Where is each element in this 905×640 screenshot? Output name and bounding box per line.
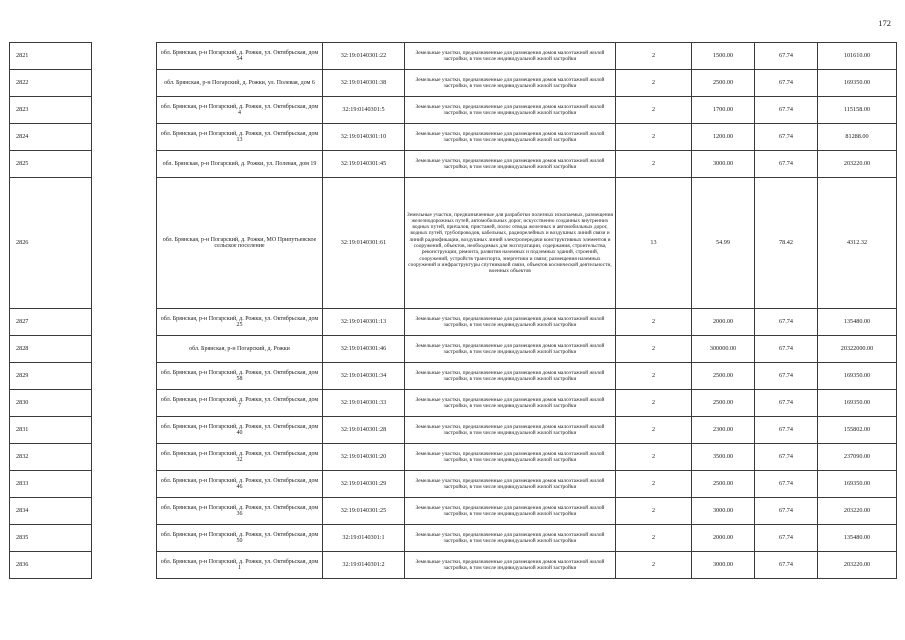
table-row <box>10 178 897 309</box>
value-cell: 203220.00 <box>818 151 897 178</box>
row-number: 2832 <box>10 444 92 471</box>
table-row <box>10 309 897 336</box>
cadastral-number-cell: 32:19:0140301:34 <box>323 363 405 390</box>
row-number: 2827 <box>10 309 92 336</box>
area-cell: 2000.00 <box>692 309 755 336</box>
address-cell: обл. Брянская, р-н Погарский, д. Рожки, ул. Октябрьская, дом 1 <box>157 552 323 579</box>
area-cell: 3500.00 <box>692 444 755 471</box>
area-cell: 54.99 <box>692 178 755 309</box>
address-cell: обл. Брянская, р-н Погарский, д. Рожки, ул. Октябрьская, дом 58 <box>157 363 323 390</box>
land-use-cell: Земельные участки, предназначенные для размещения домов малоэтажной жилой застройки, в том числе индивидуальной жилой застройки <box>405 70 616 97</box>
empty-cell <box>92 417 157 444</box>
cadastral-number-cell: 32:19:0140301:45 <box>323 151 405 178</box>
row-number: 2836 <box>10 552 92 579</box>
area-cell: 3000.00 <box>692 552 755 579</box>
rate-cell: 67.74 <box>755 97 818 124</box>
empty-cell <box>92 151 157 178</box>
value-cell: 135480.00 <box>818 525 897 552</box>
value-cell: 237090.00 <box>818 444 897 471</box>
row-number: 2829 <box>10 363 92 390</box>
cadastral-number-cell: 32:19:0140301:38 <box>323 70 405 97</box>
area-cell: 2500.00 <box>692 363 755 390</box>
empty-cell <box>92 363 157 390</box>
row-number: 2824 <box>10 124 92 151</box>
category-cell: 2 <box>616 97 692 124</box>
table-row <box>10 552 897 579</box>
land-use-cell: Земельные участки, предназначенные для размещения домов малоэтажной жилой застройки, в том числе индивидуальной жилой застройки <box>405 390 616 417</box>
land-use-cell: Земельные участки, предназначенные для размещения домов малоэтажной жилой застройки, в том числе индивидуальной жилой застройки <box>405 124 616 151</box>
value-cell: 4312.32 <box>818 178 897 309</box>
page-number: 172 <box>878 18 891 28</box>
area-cell: 300000.00 <box>692 336 755 363</box>
rate-cell: 67.74 <box>755 363 818 390</box>
row-number: 2834 <box>10 498 92 525</box>
category-cell: 2 <box>616 525 692 552</box>
land-use-cell: Земельные участки, предназначенные для размещения домов малоэтажной жилой застройки, в том числе индивидуальной жилой застройки <box>405 471 616 498</box>
area-cell: 1500.00 <box>692 43 755 70</box>
row-number: 2830 <box>10 390 92 417</box>
row-number: 2826 <box>10 178 92 309</box>
empty-cell <box>92 552 157 579</box>
cadastral-number-cell: 32:19:0140301:22 <box>323 43 405 70</box>
row-number: 2835 <box>10 525 92 552</box>
address-cell: обл. Брянская, р-н Погарский, д. Рожки, ул. Октябрьская, дом 13 <box>157 124 323 151</box>
cadastral-number-cell: 32:19:0140301:29 <box>323 471 405 498</box>
land-use-cell: Земельные участки, предназначенные для разработки полезных ископаемых, размещения железнодорожных путей, автомобильных дорог, искусственно созданных внутренних водных путей, причалов, пристаней, полос отвода железных и автомобильных дорог, водных путей, трубопроводов, кабельных, радиорелейных и воздушных линий связи и линий радиофикации, воздушных линий электропередачи конструктивных элементов и сооружений, объектов, необходимых для эксплуатации, содержания, строительства, реконструкции, ремонта, развития наземных и подземных зданий, строений, сооружений, устройств транспорта, энергетики и связи; размещения наземных сооружений и инфраструктуры спутниковой связи, объектов космической деятельности, военных объектов <box>405 178 616 309</box>
land-use-cell: Земельные участки, предназначенные для размещения домов малоэтажной жилой застройки, в том числе индивидуальной жилой застройки <box>405 336 616 363</box>
rate-cell: 67.74 <box>755 444 818 471</box>
table-row <box>10 525 897 552</box>
cadastral-number-cell: 32:19:0140301:2 <box>323 552 405 579</box>
category-cell: 13 <box>616 178 692 309</box>
cadastral-number-cell: 32:19:0140301:61 <box>323 178 405 309</box>
address-cell: обл. Брянская, р-н Погарский, д. Рожки <box>157 336 323 363</box>
rate-cell: 78.42 <box>755 178 818 309</box>
value-cell: 115158.00 <box>818 97 897 124</box>
table-row <box>10 43 897 70</box>
category-cell: 2 <box>616 363 692 390</box>
area-cell: 2500.00 <box>692 70 755 97</box>
rate-cell: 67.74 <box>755 498 818 525</box>
category-cell: 2 <box>616 336 692 363</box>
category-cell: 2 <box>616 444 692 471</box>
address-cell: обл. Брянская, р-н Погарский, д. Рожки, ул. Октябрьская, дом 25 <box>157 309 323 336</box>
category-cell: 2 <box>616 417 692 444</box>
table-row <box>10 390 897 417</box>
table-row <box>10 417 897 444</box>
category-cell: 2 <box>616 309 692 336</box>
cadastral-number-cell: 32:19:0140301:10 <box>323 124 405 151</box>
category-cell: 2 <box>616 552 692 579</box>
row-number: 2825 <box>10 151 92 178</box>
value-cell: 169350.00 <box>818 390 897 417</box>
table-row <box>10 471 897 498</box>
row-number: 2821 <box>10 43 92 70</box>
rate-cell: 67.74 <box>755 43 818 70</box>
empty-cell <box>92 178 157 309</box>
table-row <box>10 363 897 390</box>
area-cell: 2500.00 <box>692 471 755 498</box>
land-use-cell: Земельные участки, предназначенные для размещения домов малоэтажной жилой застройки, в том числе индивидуальной жилой застройки <box>405 97 616 124</box>
value-cell: 101610.00 <box>818 43 897 70</box>
table-row <box>10 151 897 178</box>
area-cell: 3000.00 <box>692 151 755 178</box>
land-use-cell: Земельные участки, предназначенные для размещения домов малоэтажной жилой застройки, в том числе индивидуальной жилой застройки <box>405 444 616 471</box>
empty-cell <box>92 97 157 124</box>
rate-cell: 67.74 <box>755 471 818 498</box>
address-cell: обл. Брянская, р-н Погарский, д. Рожки, ул. Октябрьская, дом 40 <box>157 417 323 444</box>
address-cell: обл. Брянская, р-н Погарский, д. Рожки, ул. Октябрьская, дом 7 <box>157 390 323 417</box>
address-cell: обл. Брянская, р-н Погарский, д. Рожки, ул. Октябрьская, дом 36 <box>157 498 323 525</box>
empty-cell <box>92 309 157 336</box>
category-cell: 2 <box>616 124 692 151</box>
cadastral-number-cell: 32:19:0140301:13 <box>323 309 405 336</box>
value-cell: 155802.00 <box>818 417 897 444</box>
land-use-cell: Земельные участки, предназначенные для размещения домов малоэтажной жилой застройки, в том числе индивидуальной жилой застройки <box>405 417 616 444</box>
rate-cell: 67.74 <box>755 336 818 363</box>
value-cell: 169350.00 <box>818 363 897 390</box>
land-use-cell: Земельные участки, предназначенные для размещения домов малоэтажной жилой застройки, в том числе индивидуальной жилой застройки <box>405 525 616 552</box>
value-cell: 135480.00 <box>818 309 897 336</box>
table-row <box>10 498 897 525</box>
area-cell: 1200.00 <box>692 124 755 151</box>
empty-cell <box>92 471 157 498</box>
category-cell: 2 <box>616 70 692 97</box>
cadastral-number-cell: 32:19:0140301:1 <box>323 525 405 552</box>
empty-cell <box>92 336 157 363</box>
value-cell: 169350.00 <box>818 70 897 97</box>
cadastral-number-cell: 32:19:0140301:5 <box>323 97 405 124</box>
area-cell: 2300.00 <box>692 417 755 444</box>
address-cell: обл. Брянская, р-н Погарский, д. Рожки, МО Припутьевское сельское поселение <box>157 178 323 309</box>
category-cell: 2 <box>616 498 692 525</box>
cadastral-number-cell: 32:19:0140301:25 <box>323 498 405 525</box>
category-cell: 2 <box>616 471 692 498</box>
rate-cell: 67.74 <box>755 70 818 97</box>
cadastral-number-cell: 32:19:0140301:46 <box>323 336 405 363</box>
area-cell: 1700.00 <box>692 97 755 124</box>
cadastral-number-cell: 32:19:0140301:28 <box>323 417 405 444</box>
land-use-cell: Земельные участки, предназначенные для размещения домов малоэтажной жилой застройки, в том числе индивидуальной жилой застройки <box>405 552 616 579</box>
cadastral-table <box>9 42 897 579</box>
land-use-cell: Земельные участки, предназначенные для размещения домов малоэтажной жилой застройки, в том числе индивидуальной жилой застройки <box>405 151 616 178</box>
table-row <box>10 336 897 363</box>
row-number: 2822 <box>10 70 92 97</box>
land-use-cell: Земельные участки, предназначенные для размещения домов малоэтажной жилой застройки, в том числе индивидуальной жилой застройки <box>405 363 616 390</box>
empty-cell <box>92 390 157 417</box>
value-cell: 203220.00 <box>818 552 897 579</box>
address-cell: обл. Брянская, р-н Погарский, д. Рожки, ул. Октябрьская, дом 4 <box>157 97 323 124</box>
empty-cell <box>92 124 157 151</box>
table-row <box>10 97 897 124</box>
category-cell: 2 <box>616 43 692 70</box>
value-cell: 20322000.00 <box>818 336 897 363</box>
land-use-cell: Земельные участки, предназначенные для размещения домов малоэтажной жилой застройки, в том числе индивидуальной жилой застройки <box>405 43 616 70</box>
rate-cell: 67.74 <box>755 390 818 417</box>
address-cell: обл. Брянская, р-н Погарский, д. Рожки, ул. Полевая, дом 6 <box>157 70 323 97</box>
row-number: 2823 <box>10 97 92 124</box>
category-cell: 2 <box>616 390 692 417</box>
rate-cell: 67.74 <box>755 417 818 444</box>
rate-cell: 67.74 <box>755 525 818 552</box>
address-cell: обл. Брянская, р-н Погарский, д. Рожки, ул. Октябрьская, дом 32 <box>157 444 323 471</box>
value-cell: 169350.00 <box>818 471 897 498</box>
cadastral-number-cell: 32:19:0140301:20 <box>323 444 405 471</box>
address-cell: обл. Брянская, р-н Погарский, д. Рожки, ул. Полевая, дом 19 <box>157 151 323 178</box>
address-cell: обл. Брянская, р-н Погарский, д. Рожки, ул. Октябрьская, дом 46 <box>157 471 323 498</box>
address-cell: обл. Брянская, р-н Погарский, д. Рожки, ул. Октябрьская, дом 54 <box>157 43 323 70</box>
rate-cell: 67.74 <box>755 124 818 151</box>
rate-cell: 67.74 <box>755 552 818 579</box>
value-cell: 203220.00 <box>818 498 897 525</box>
address-cell: обл. Брянская, р-н Погарский, д. Рожки, ул. Октябрьская, дом 50 <box>157 525 323 552</box>
cadastral-number-cell: 32:19:0140301:33 <box>323 390 405 417</box>
area-cell: 2500.00 <box>692 390 755 417</box>
empty-cell <box>92 70 157 97</box>
table-row <box>10 444 897 471</box>
land-use-cell: Земельные участки, предназначенные для размещения домов малоэтажной жилой застройки, в том числе индивидуальной жилой застройки <box>405 498 616 525</box>
empty-cell <box>92 444 157 471</box>
empty-cell <box>92 43 157 70</box>
empty-cell <box>92 498 157 525</box>
row-number: 2828 <box>10 336 92 363</box>
value-cell: 81288.00 <box>818 124 897 151</box>
category-cell: 2 <box>616 151 692 178</box>
land-use-cell: Земельные участки, предназначенные для размещения домов малоэтажной жилой застройки, в том числе индивидуальной жилой застройки <box>405 309 616 336</box>
rate-cell: 67.74 <box>755 151 818 178</box>
table-row <box>10 124 897 151</box>
row-number: 2831 <box>10 417 92 444</box>
table-row <box>10 70 897 97</box>
area-cell: 2000.00 <box>692 525 755 552</box>
area-cell: 3000.00 <box>692 498 755 525</box>
empty-cell <box>92 525 157 552</box>
rate-cell: 67.74 <box>755 309 818 336</box>
row-number: 2833 <box>10 471 92 498</box>
